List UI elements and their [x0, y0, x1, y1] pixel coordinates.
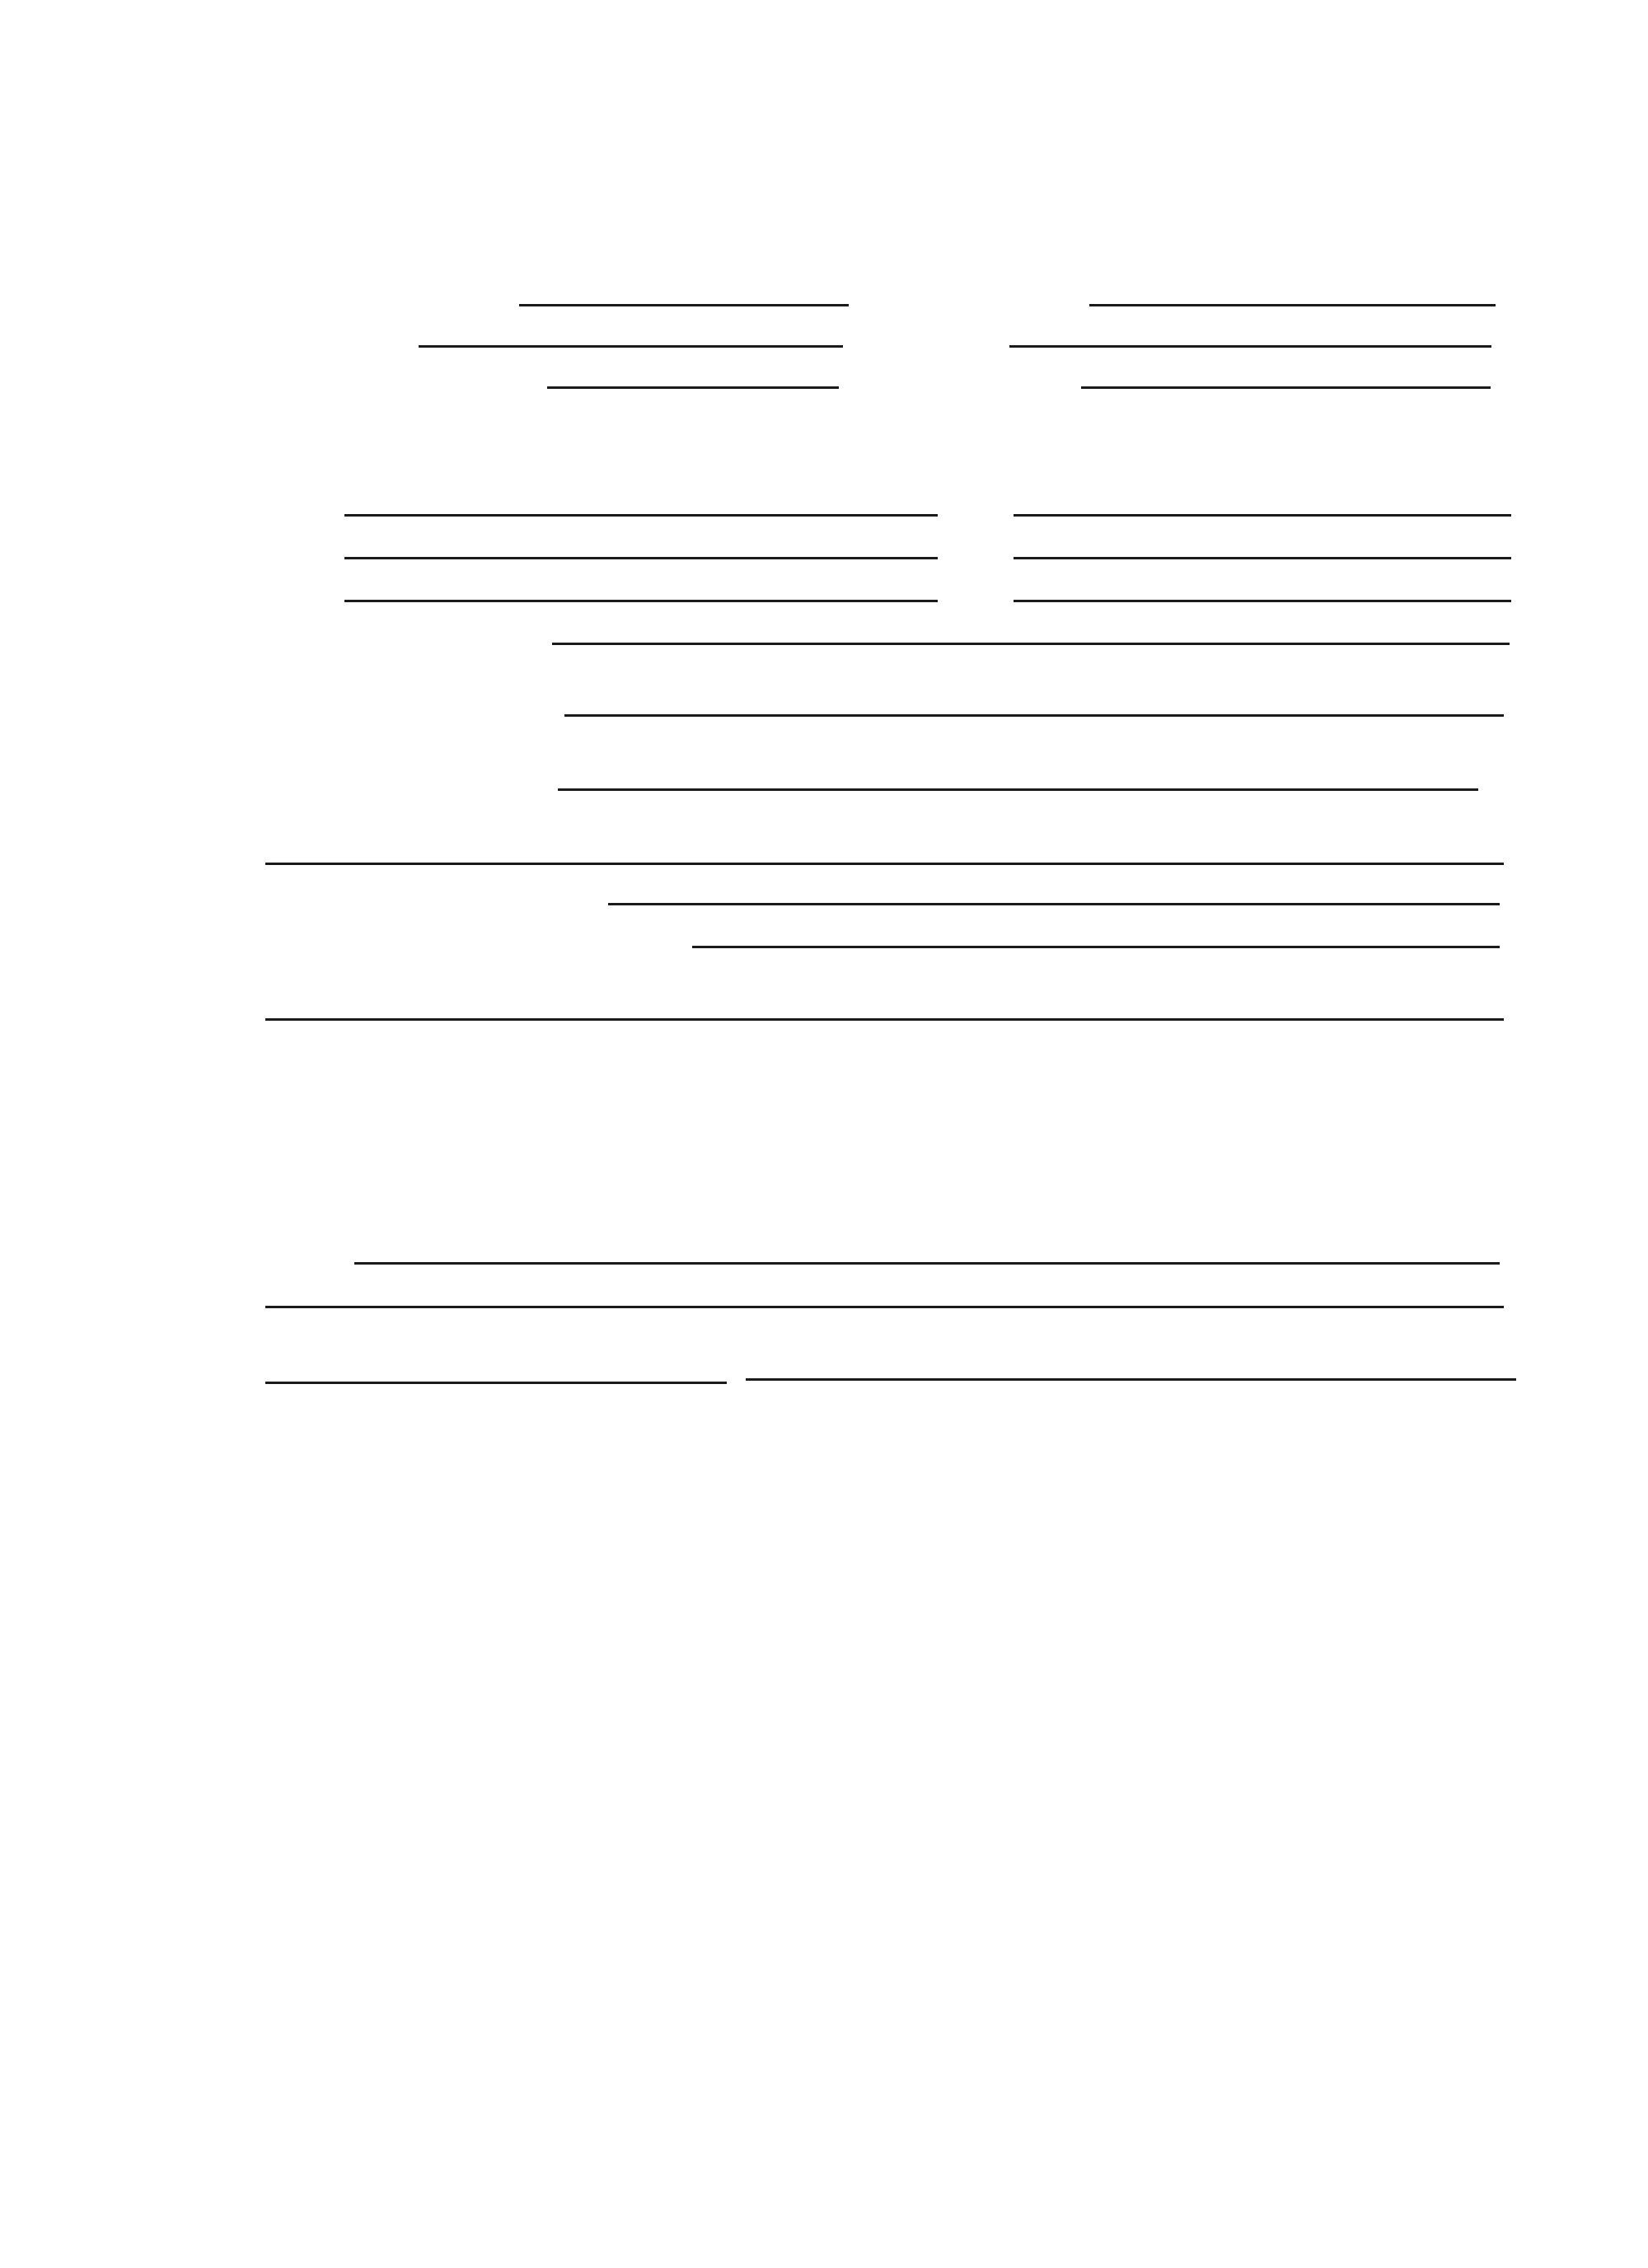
contact-phone-field[interactable]: [608, 903, 1500, 905]
prev-name-2-ukr-field[interactable]: [344, 557, 938, 559]
attachment-field-line-2[interactable]: [265, 1306, 1504, 1308]
registration-place-field-line-2[interactable]: [265, 863, 1504, 865]
prev-name-1-ukr-field[interactable]: [344, 514, 938, 517]
registration-place-field[interactable]: [558, 788, 1478, 791]
authorize-field[interactable]: [692, 946, 1500, 948]
prev-name-3-rus-field[interactable]: [1014, 600, 1511, 602]
applicant-name-field[interactable]: [746, 1378, 1516, 1381]
prev-name-2-rus-field[interactable]: [1014, 557, 1511, 559]
attachment-field[interactable]: [354, 1262, 1500, 1265]
prev-name-3-ukr-field[interactable]: [344, 600, 938, 602]
name-rus-field[interactable]: [1009, 345, 1491, 348]
surname-ukr-field[interactable]: [519, 304, 849, 306]
birth-date-field[interactable]: [552, 643, 1510, 645]
surname-rus-field[interactable]: [1089, 304, 1496, 306]
birth-place-field[interactable]: [564, 714, 1504, 717]
patronymic-rus-field[interactable]: [1081, 386, 1491, 389]
applicant-signature-field[interactable]: [265, 1382, 727, 1384]
prev-name-1-rus-field[interactable]: [1014, 514, 1511, 517]
name-ukr-field[interactable]: [419, 345, 843, 348]
employee-name-field[interactable]: [265, 1018, 1504, 1021]
patronymic-ukr-field[interactable]: [547, 386, 839, 389]
